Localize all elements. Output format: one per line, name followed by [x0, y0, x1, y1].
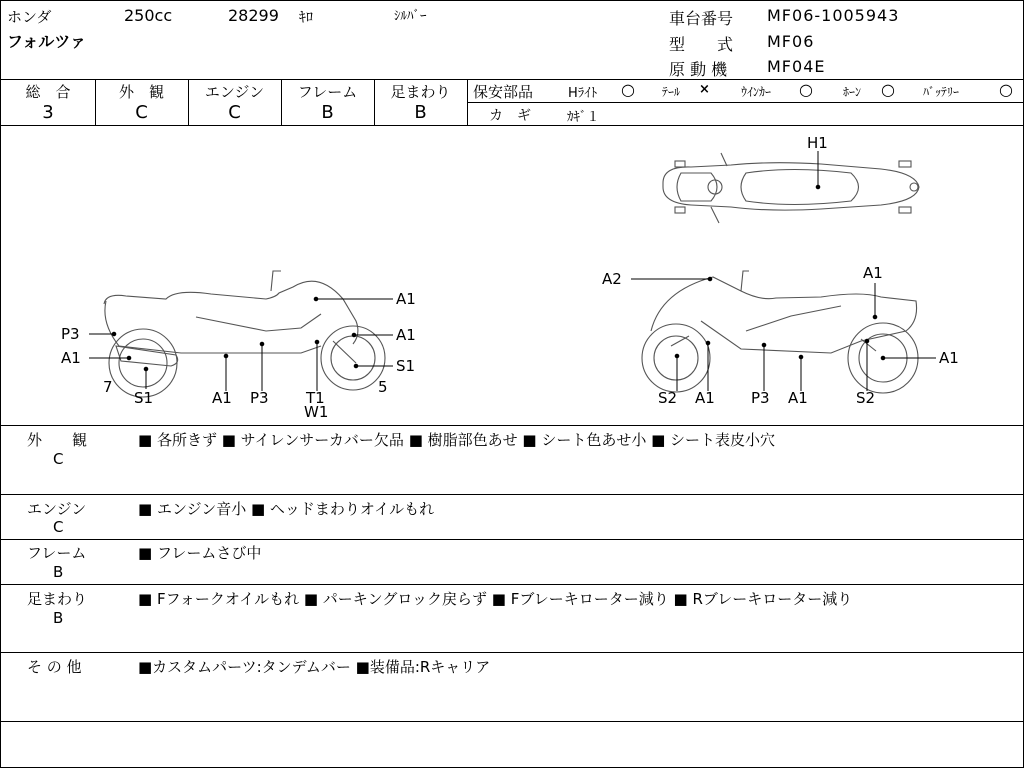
- label-a1-b2: A1: [788, 389, 808, 407]
- engine-value: MF04E: [767, 57, 826, 76]
- battery-label: ﾊﾞｯﾃﾘｰ: [923, 85, 960, 99]
- battery-mark: ○: [999, 80, 1013, 99]
- maker: ホンダ: [7, 8, 52, 26]
- frame-notes: ■ フレームさび中: [138, 544, 262, 562]
- frame-grade-label: フレーム: [297, 83, 358, 101]
- tail-label: ﾃｰﾙ: [662, 85, 681, 99]
- frame-section-label: フレーム: [27, 544, 87, 562]
- label-a1-right: A1: [939, 349, 959, 367]
- label-s2-left: S2: [658, 389, 678, 407]
- frame-no-value: MF06-1005943: [767, 6, 900, 25]
- other-section-label: そ の 他: [27, 658, 82, 676]
- winker-mark: ○: [799, 80, 813, 99]
- label-a1-bottom: A1: [212, 389, 232, 407]
- exterior-section-label: 外 観: [27, 431, 88, 449]
- exterior-grade: C: [135, 102, 148, 123]
- overall-label: 総 合: [25, 83, 71, 101]
- color: ｼﾙﾊﾞｰ: [394, 9, 427, 24]
- suspension-notes: ■ Fフォークオイルもれ ■ パーキングロック戻らず ■ Fブレーキローター減り ■ Rブレーキローター減り: [138, 590, 853, 608]
- engine-grade: C: [228, 102, 241, 123]
- suspension-grade: B: [414, 102, 427, 123]
- engine-section-label: エンジン: [27, 500, 87, 518]
- frame-no-label: 車台番号: [669, 9, 734, 28]
- divider: [1, 79, 1023, 80]
- suspension-section-grade: B: [53, 609, 64, 627]
- right-view-scooter: [642, 271, 918, 393]
- label-7: 7: [103, 378, 113, 396]
- horn-mark: ○: [881, 80, 895, 99]
- label-p3-bottom: P3: [250, 389, 269, 407]
- other-notes: ■カスタムパーツ:タンデムバー ■装備品:Rキャリア: [138, 658, 491, 676]
- model-code-label: 型 式: [669, 35, 734, 54]
- horn-label: ﾎｰﾝ: [843, 85, 862, 99]
- divider: [1, 584, 1023, 585]
- label-a1-top: A1: [396, 290, 416, 308]
- engine-notes: ■ エンジン音小 ■ ヘッドまわりオイルもれ: [138, 500, 435, 518]
- overall-grade: 3: [42, 102, 54, 123]
- mileage-unit: ｷﾛ: [299, 10, 313, 26]
- model-name: フォルツァ: [7, 32, 87, 51]
- label-a2: A2: [602, 270, 622, 288]
- divider: [1, 425, 1023, 426]
- diagram-labels: [61, 134, 959, 421]
- engine-section-grade: C: [53, 518, 64, 536]
- headlight-mark: ○: [621, 80, 635, 99]
- exterior-label: 外 観: [118, 83, 164, 101]
- tail-mark: ×: [699, 82, 710, 97]
- divider: [1, 494, 1023, 495]
- annotation-lines: [89, 151, 936, 391]
- diagram-svg: [1, 126, 1023, 424]
- displacement: 250cc: [124, 6, 173, 25]
- mileage: 28299: [228, 6, 279, 25]
- label-s2-right: S2: [856, 389, 876, 407]
- label-s1-left: S1: [134, 389, 154, 407]
- label-h1: H1: [807, 134, 828, 152]
- model-code-value: MF06: [767, 32, 815, 51]
- label-s1-right: S1: [396, 357, 416, 375]
- key-value: ｶｷﾞ１: [567, 110, 600, 125]
- label-a1-left: A1: [61, 349, 81, 367]
- label-5: 5: [378, 378, 388, 396]
- engine-grade-label: エンジン: [204, 83, 265, 101]
- label-p3-right: P3: [751, 389, 770, 407]
- suspension-section-label: 足まわり: [27, 590, 88, 608]
- frame-section-grade: B: [53, 563, 64, 581]
- divider: [1, 539, 1023, 540]
- exterior-notes: ■ 各所きず ■ サイレンサーカバー欠品 ■ 樹脂部色あせ ■ シート色あせ小 ■ シート表皮小穴: [138, 431, 776, 449]
- label-a1-mid: A1: [396, 326, 416, 344]
- divider: [1, 721, 1023, 722]
- top-view-scooter: [663, 153, 919, 223]
- divider: [467, 102, 1023, 103]
- damage-diagram: [1, 126, 1023, 424]
- suspension-grade-label: 足まわり: [390, 83, 451, 101]
- divider: [1, 652, 1023, 653]
- frame-grade: B: [321, 102, 334, 123]
- label-t1: T1: [306, 389, 325, 407]
- winker-label: ｳｲﾝｶｰ: [741, 85, 772, 99]
- label-a1-top-right: A1: [863, 264, 883, 282]
- label-p3: P3: [61, 325, 80, 343]
- safety-title: 保安部品: [473, 83, 534, 101]
- key-label: カ ギ: [489, 108, 531, 124]
- headlight-label: Hﾗｲﾄ: [568, 86, 598, 101]
- exterior-section-grade: C: [53, 450, 64, 468]
- label-a1-b1: A1: [695, 389, 715, 407]
- engine-label: 原 動 機: [669, 60, 728, 79]
- label-w1: W1: [304, 403, 329, 421]
